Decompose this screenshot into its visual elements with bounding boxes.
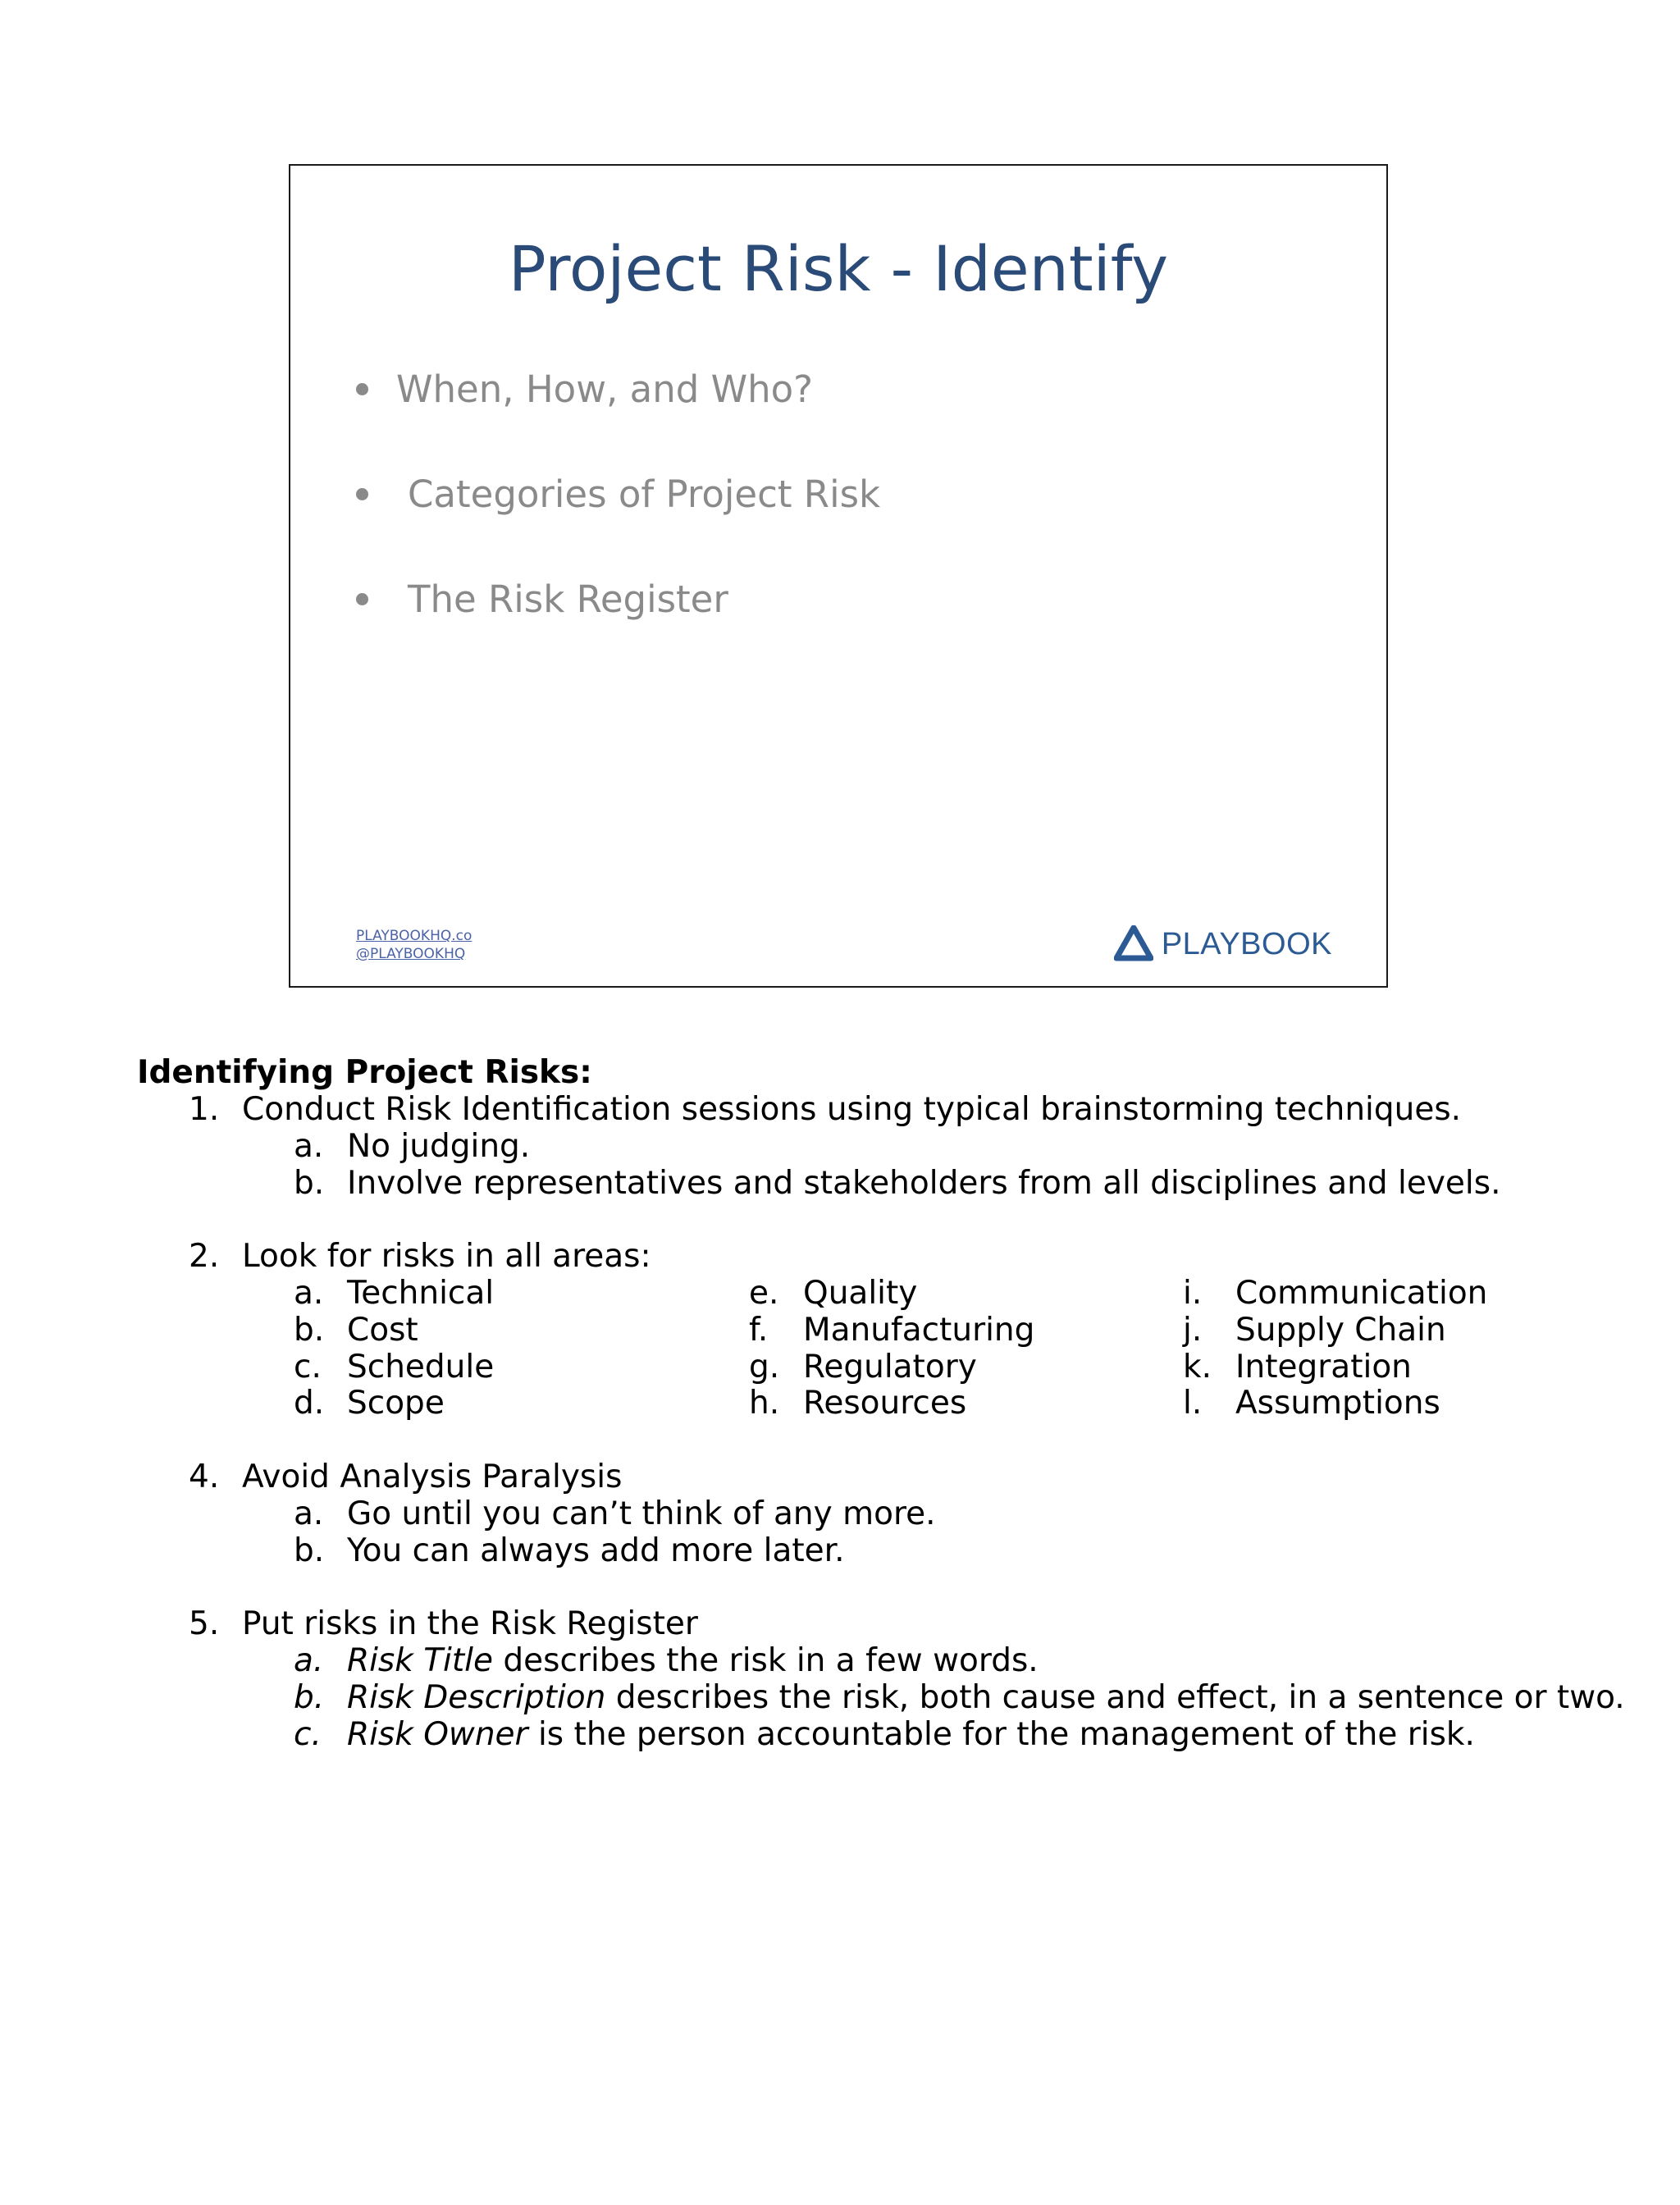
risk-area-item: Quality bbox=[803, 1275, 918, 1312]
sub-list-marker: b. bbox=[294, 1165, 325, 1202]
sub-list-marker: b. bbox=[294, 1532, 325, 1569]
slide-bullet-text: The Risk Register bbox=[408, 577, 728, 621]
bullet-dot-icon bbox=[356, 488, 368, 500]
risk-area-item: Scope bbox=[347, 1385, 445, 1422]
risk-area-marker: d. bbox=[294, 1385, 325, 1422]
sub-list-item: You can always add more later. bbox=[347, 1532, 845, 1569]
list-item: Conduct Risk Identification sessions using typical brainstorming techniques. bbox=[242, 1091, 1462, 1128]
sub-list-item: Go until you can’t think of any more. bbox=[347, 1495, 936, 1532]
risk-area-marker: j. bbox=[1183, 1312, 1203, 1349]
slide-links bbox=[356, 927, 472, 963]
list-item: Avoid Analysis Paralysis bbox=[242, 1459, 623, 1495]
risk-area-item: Supply Chain bbox=[1235, 1312, 1446, 1349]
bullet-dot-icon bbox=[356, 593, 368, 605]
slide-bullet-text: Categories of Project Risk bbox=[408, 472, 881, 516]
risk-area-marker: g. bbox=[749, 1349, 780, 1386]
section-heading: Identifying Project Risks: bbox=[137, 1054, 592, 1091]
slide-bullet-text: When, How, and Who? bbox=[396, 367, 814, 411]
risk-area-marker: k. bbox=[1183, 1349, 1212, 1386]
risk-area-item: Schedule bbox=[347, 1349, 495, 1386]
playbook-logo-icon bbox=[1114, 925, 1153, 963]
risk-area-item: Assumptions bbox=[1235, 1385, 1440, 1422]
risk-area-item: Technical bbox=[347, 1275, 495, 1312]
risk-area-item: Regulatory bbox=[803, 1349, 977, 1386]
risk-area-item: Resources bbox=[803, 1385, 967, 1422]
sub-list-marker: b. bbox=[294, 1679, 325, 1716]
risk-area-marker: b. bbox=[294, 1312, 325, 1349]
sub-list-marker: a. bbox=[294, 1642, 324, 1679]
list-item: Put risks in the Risk Register bbox=[242, 1605, 698, 1642]
bullet-dot-icon bbox=[356, 383, 368, 395]
risk-area-marker: c. bbox=[294, 1349, 322, 1386]
playbook-logo bbox=[1114, 925, 1332, 963]
risk-area-marker: l. bbox=[1183, 1385, 1203, 1422]
term-definition: describes the risk in a few words. bbox=[493, 1642, 1039, 1679]
list-marker: 1. bbox=[189, 1091, 220, 1128]
risk-area-item: Cost bbox=[347, 1312, 418, 1349]
sub-list-marker: c. bbox=[294, 1716, 322, 1753]
term-definition: is the person accountable for the management of the risk. bbox=[527, 1716, 1475, 1753]
risk-area-marker: e. bbox=[749, 1275, 779, 1312]
term-definition: describes the risk, both cause and effect, in a sentence or two. bbox=[605, 1679, 1625, 1716]
slide-bullet bbox=[356, 573, 728, 625]
risk-area-marker: i. bbox=[1183, 1275, 1203, 1312]
sub-list-item: No judging. bbox=[347, 1128, 531, 1165]
slide-bullet bbox=[356, 363, 813, 415]
list-marker: 5. bbox=[189, 1605, 220, 1642]
slide-title: Project Risk - Identify bbox=[508, 232, 1169, 305]
social-handle-link[interactable]: @PLAYBOOKHQ bbox=[356, 946, 466, 962]
list-marker: 4. bbox=[189, 1459, 220, 1495]
risk-area-item: Integration bbox=[1235, 1349, 1412, 1386]
sub-list-item bbox=[347, 1678, 1625, 1719]
list-item: Look for risks in all areas: bbox=[242, 1238, 651, 1275]
sub-list-item: Involve representatives and stakeholders from all disciplines and levels. bbox=[347, 1165, 1501, 1202]
list-marker: 2. bbox=[189, 1238, 220, 1275]
term-risk-description: Risk Description bbox=[347, 1679, 606, 1716]
term-risk-owner: Risk Owner bbox=[347, 1716, 528, 1753]
sub-list-marker: a. bbox=[294, 1495, 324, 1532]
term-risk-title: Risk Title bbox=[347, 1642, 494, 1679]
risk-area-marker: a. bbox=[294, 1275, 324, 1312]
risk-area-item: Communication bbox=[1235, 1275, 1488, 1312]
risk-area-item: Manufacturing bbox=[803, 1312, 1035, 1349]
slide-image bbox=[289, 164, 1388, 988]
risk-area-marker: f. bbox=[749, 1312, 769, 1349]
sub-list-item bbox=[347, 1641, 1039, 1682]
website-link[interactable]: PLAYBOOKHQ.co bbox=[356, 928, 472, 944]
sub-list-item bbox=[347, 1714, 1475, 1755]
logo-text: PLAYBOOK bbox=[1161, 926, 1332, 961]
sub-list-marker: a. bbox=[294, 1128, 324, 1165]
risk-area-marker: h. bbox=[749, 1385, 780, 1422]
slide-bullet bbox=[356, 468, 880, 520]
